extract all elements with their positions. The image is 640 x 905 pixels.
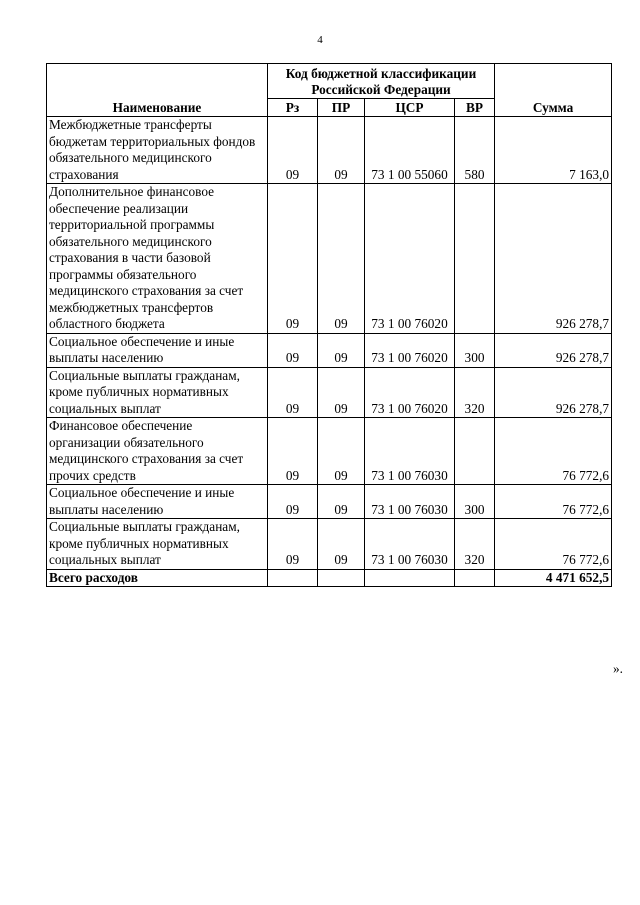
row-rz: 09 — [268, 184, 318, 334]
row-sum: 926 278,7 — [495, 184, 612, 334]
header-rz: Рз — [268, 99, 318, 117]
table-row — [47, 418, 612, 485]
total-row — [47, 569, 612, 587]
table-row — [47, 333, 612, 367]
row-vr: 320 — [455, 519, 495, 570]
row-vr — [455, 184, 495, 334]
total-sum: 4 471 652,5 — [495, 569, 612, 587]
row-name: Дополнительное финансовое обеспечение реализации территориальной программы обязательного медицинского страхования в части базовой программы обязательного медицинского страхования за счет межбюджетных трансфертов областного бюджета — [47, 184, 268, 334]
row-pr: 09 — [318, 418, 365, 485]
row-rz: 09 — [268, 418, 318, 485]
row-name: Финансовое обеспечение организации обязательного медицинского страхования за счет прочих средств — [47, 418, 268, 485]
budget-table — [46, 63, 612, 587]
row-vr: 580 — [455, 117, 495, 184]
row-sum: 76 772,6 — [495, 418, 612, 485]
row-csr: 73 1 00 76020 — [365, 367, 455, 418]
row-pr: 09 — [318, 117, 365, 184]
table-row — [47, 117, 612, 184]
row-sum: 7 163,0 — [495, 117, 612, 184]
row-name: Социальное обеспечение и иные выплаты населению — [47, 333, 268, 367]
row-vr: 300 — [455, 333, 495, 367]
row-csr: 73 1 00 55060 — [365, 117, 455, 184]
total-empty-rz — [268, 569, 318, 587]
row-csr: 73 1 00 76030 — [365, 418, 455, 485]
header-pr: ПР — [318, 99, 365, 117]
total-empty-csr — [365, 569, 455, 587]
row-vr: 300 — [455, 485, 495, 519]
header-vr: ВР — [455, 99, 495, 117]
page-number: 4 — [317, 34, 323, 46]
row-name: Социальное обеспечение и иные выплаты населению — [47, 485, 268, 519]
row-csr: 73 1 00 76020 — [365, 184, 455, 334]
row-pr: 09 — [318, 333, 365, 367]
row-sum: 76 772,6 — [495, 519, 612, 570]
header-code-group: Код бюджетной классификации Российской Федерации — [268, 64, 495, 99]
row-csr: 73 1 00 76030 — [365, 519, 455, 570]
row-rz: 09 — [268, 333, 318, 367]
row-pr: 09 — [318, 485, 365, 519]
row-sum: 76 772,6 — [495, 485, 612, 519]
row-name: Межбюджетные трансферты бюджетам территориальных фондов обязательного медицинского страхования — [47, 117, 268, 184]
row-rz: 09 — [268, 117, 318, 184]
header-sum: Сумма — [495, 64, 612, 117]
row-name: Социальные выплаты гражданам, кроме публичных нормативных социальных выплат — [47, 367, 268, 418]
row-csr: 73 1 00 76030 — [365, 485, 455, 519]
closing-quote: ». — [613, 661, 623, 676]
table-row — [47, 485, 612, 519]
table-row — [47, 184, 612, 334]
row-rz: 09 — [268, 485, 318, 519]
row-sum: 926 278,7 — [495, 333, 612, 367]
header-name: Наименование — [47, 64, 268, 117]
header-csr: ЦСР — [365, 99, 455, 117]
table-row — [47, 367, 612, 418]
row-name: Социальные выплаты гражданам, кроме публичных нормативных социальных выплат — [47, 519, 268, 570]
row-vr: 320 — [455, 367, 495, 418]
row-rz: 09 — [268, 519, 318, 570]
row-pr: 09 — [318, 367, 365, 418]
row-rz: 09 — [268, 367, 318, 418]
row-pr: 09 — [318, 519, 365, 570]
row-sum: 926 278,7 — [495, 367, 612, 418]
total-empty-pr — [318, 569, 365, 587]
row-pr: 09 — [318, 184, 365, 334]
table-row — [47, 519, 612, 570]
total-empty-vr — [455, 569, 495, 587]
row-vr — [455, 418, 495, 485]
total-label: Всего расходов — [47, 569, 268, 587]
row-csr: 73 1 00 76020 — [365, 333, 455, 367]
